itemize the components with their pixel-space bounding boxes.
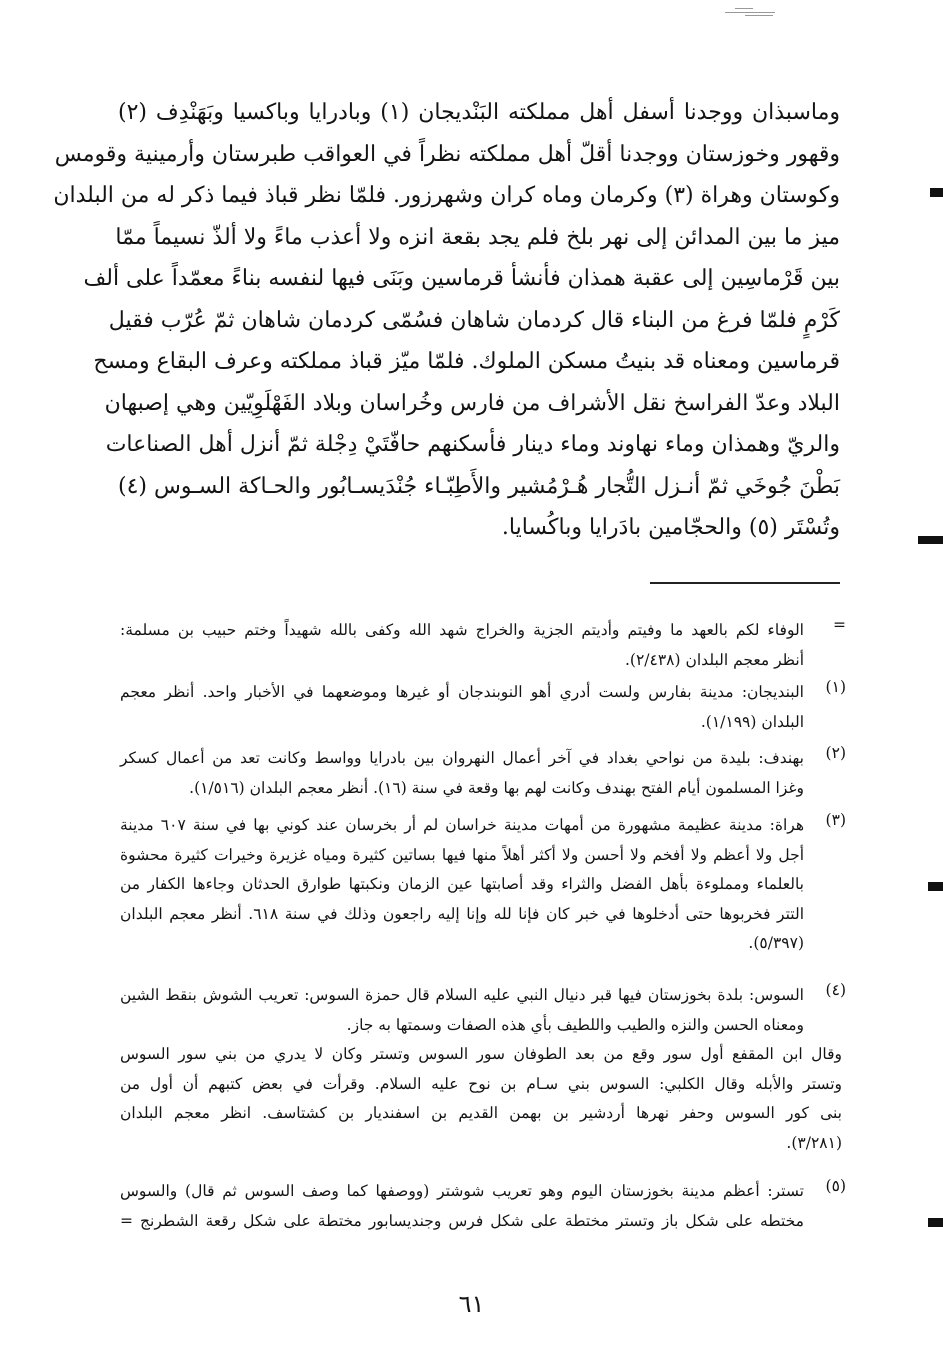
text-line: كَرْمٍ فلمّا فرغ من البناء قال كردمان شاهان فسُمّى كردمان شاهان ثمّ عُرّب فقيل bbox=[108, 307, 840, 333]
footnote-number: (١) bbox=[825, 678, 846, 696]
footnote-line: تستر: أعظم مدينة بخوزستان اليوم وهو تعريب شوشتر (ووصفها كما وصف السوس ثم قال) والسوس bbox=[120, 1182, 804, 1200]
footnote-line: البلدان (١/١٩٩). bbox=[700, 712, 804, 731]
footnote-number: (٣) bbox=[825, 811, 846, 829]
footnote-line: الوفاء لكم بالعهد ما وفيتم وأديتم الجزية والخراج شهد الله وكفى بالله شهيداً وختم حبيب بن مسلمة: bbox=[120, 621, 804, 639]
footnote-continuation bbox=[120, 616, 846, 675]
footnote-number: (٢) bbox=[825, 744, 846, 762]
footnote-line: (٣/٢٨١). bbox=[786, 1133, 842, 1152]
text-line: وماسبذان ووجدنا أسفل أهل مملكته البَنْديجان (١) وبادرايا وباكسيا وبَهَنْدِف (٢) bbox=[118, 100, 840, 125]
text-line: وكوستان وهراة (٣) وكرمان وماه كران وشهرزور. فلمّا نظر قباذ فيما ذكر له من البلدان bbox=[53, 183, 840, 208]
footnote-line: أنظر معجم البلدان (٢/٤٣٨). bbox=[625, 650, 804, 669]
text-line: ميز ما بين المدائن إلى نهر بلخ فلم يجد بقعة انزه ولا أعذب ماءً ولا ألذّ نسيماً ممّا bbox=[115, 224, 840, 250]
footnote-line: بنى كور السوس وحفر نهرها أردشير بن بهمن القديم بن اسفنديار بن كشتاسف. انظر معجم البلدان bbox=[120, 1104, 842, 1123]
footnote-line: السوس: بلدة بخوزستان فيها قبر دنيال النبي عليه السلام قال حمزة السوس: تعريب الشوش بنقط الشين bbox=[120, 986, 804, 1004]
footnote-line: ومعناه الحسن والنزه والطيب واللطيف بأي هذه الصفات وسمتها به جاز. bbox=[346, 1015, 804, 1034]
footnote-number: (٥) bbox=[825, 1177, 846, 1195]
text-line: قرماسين ومعناه قد بنيتُ مسكن الملوك. فلمّا ميّز قباذ مملكته وعرف البقاع ومسح bbox=[93, 349, 840, 374]
footnote-line: هراة: مدينة عظيمة مشهورة من أمهات مدينة خراسان لم أر بخرسان عند كوني بها في سنة ٦٠٧ مدينة bbox=[120, 816, 804, 834]
text-line: بين قَرْماسِين إلى عقبة همذان فأنشأ قرماسين وبَنَى فيها لنفسه بناءً معمّداً على ألف bbox=[83, 266, 840, 291]
binding-mark bbox=[928, 1218, 943, 1227]
text-line: والريّ وهمذان وماء نهاوند وماء دينار فأسكنهم حافّتَيْ دِجْلة ثمّ أنزل أهل الصناعات bbox=[105, 432, 840, 457]
footnote-line: أجل ولا أعظم ولا أفخم ولا أحسن ولا أكثر أهلاً منها فيها بساتين كثيرة ومياه غزيرة وخيرات كثيرة محشوة bbox=[120, 845, 804, 864]
footnote-4 bbox=[120, 981, 846, 1040]
footnote-line: وغزا المسلمون أيام الفتح بهندف وكانت لهم بها وقعة في سنة (١٦). أنظر معجم البلدان (١/٥١٦). bbox=[189, 778, 804, 797]
footnote-line: وتستر والأبله وقال الكلبي: السوس بني سـام بن نوح عليه السلام. وقرأت في بعض كتبهم أن أول من bbox=[120, 1074, 842, 1093]
binding-mark bbox=[930, 188, 943, 197]
footnote-3 bbox=[120, 811, 846, 959]
footnote-number: (٤) bbox=[825, 981, 846, 999]
footnote-separator bbox=[650, 582, 840, 584]
footnote-1 bbox=[120, 678, 846, 737]
footnote-2 bbox=[120, 744, 846, 803]
binding-mark bbox=[918, 536, 943, 544]
binding-mark bbox=[928, 882, 943, 891]
footnote-line: البنديجان: مدينة بفارس ولست أدري أهو النوبندجان أو غيرها وموضعهما في الأخبار واحد. أنظر معجم bbox=[120, 683, 804, 701]
main-text bbox=[53, 92, 840, 549]
footnote-5 bbox=[120, 1177, 846, 1236]
footnote-line: (٥/٣٩٧). bbox=[748, 934, 804, 953]
text-line: وتُسْتَر (٥) والحجّامين بادَرايا وباكُسايا. bbox=[501, 515, 840, 540]
footnote-line: وقال ابن المقفع أول سور وقع من بعد الطوفان سور السوس وتستر وكان لا يدري من بني سور السوس bbox=[120, 1045, 842, 1063]
footnote-line: مختطه على شكل باز وتستر مختطة على شكل فرس وجنديسابور مختطة على شكل رقعة الشطرنج = bbox=[120, 1211, 804, 1230]
page-number: ٦١ bbox=[458, 1290, 485, 1318]
scan-artifact bbox=[725, 8, 780, 16]
text-line: البلاد وعدّ الفراسخ نقل الأشراف من فارس وخُراسان وبلاد الفَهْلَوِيّين وهي إصبهان bbox=[104, 390, 840, 416]
footnote-number: = bbox=[833, 616, 846, 634]
text-line: وقهور وخوزستان ووجدنا أقلّ أهل مملكته نظراً في العواقب طبرستان وأرمينية وقومس bbox=[54, 141, 840, 167]
text-line: بَطْنَ جُوخَي ثمّ أنـزل التُّجار هُـرْمُشير والأَطِبّـاء جُنْدَيسـابُور والحـاكة السـوس (٤) bbox=[118, 473, 840, 499]
footnote-line: بهندف: بليدة من نواحي بغداد في آخر أعمال النهروان بين بادرايا وواسط وكانت تعد من أعمال كسكر bbox=[120, 749, 804, 767]
footnote-line: بالعلماء ومملوءة بأهل الفضل والثراء وقد أصابتها عين الزمان ونكبتها طوارق الحدثان وجاءها الكفار من bbox=[120, 875, 804, 894]
footnote-4-continued bbox=[120, 1040, 842, 1158]
footnote-line: التتر فخربوها حتى أدخلوها في خبر كان فإنا لله وإنا إليه راجعون وذلك في سنة ٦١٨. أنظر معجم البلدان bbox=[120, 904, 804, 923]
